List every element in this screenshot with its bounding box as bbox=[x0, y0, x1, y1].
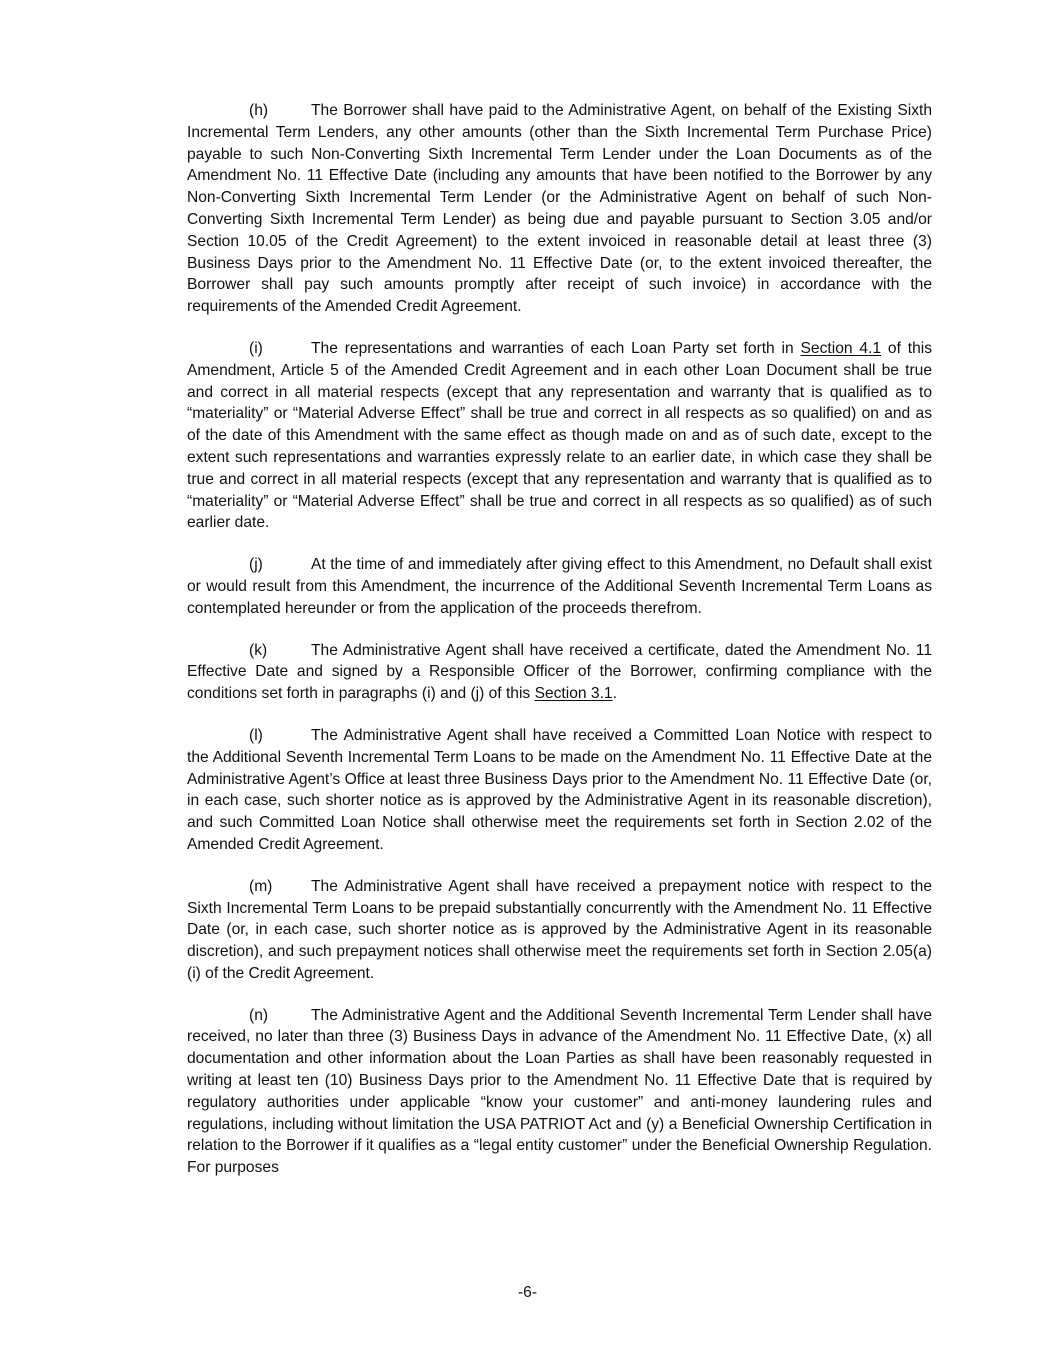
paragraph-text: The Administrative Agent shall have received a certificate, dated the Amendment No. 11 Effective Date and signed by a Responsible Officer of the Borrower, confirming compliance with the conditions set forth in paragraphs (i) and (j) of this bbox=[187, 641, 932, 703]
paragraph-text: The representations and warranties of each Loan Party set forth in bbox=[311, 339, 801, 357]
paragraph bbox=[187, 876, 932, 985]
paragraph-text: The Administrative Agent shall have received a Committed Loan Notice with respect to the Additional Seventh Incremental Term Loans to be made on the Amendment No. 11 Effective Date at the Administrative Agent’s Office at least three Business Days prior to the Amendment No. 11 Effective Date (or, in each case, such shorter notice as is approved by the Administrative Agent in its reasonable discretion), and such Committed Loan Notice shall otherwise meet the requirements set forth in Section 2.02 of the Amended Credit Agreement. bbox=[187, 726, 932, 853]
paragraph-label: (n) bbox=[249, 1006, 269, 1024]
section-reference: Section 3.1 bbox=[534, 685, 613, 703]
paragraph-label: (j) bbox=[249, 556, 263, 574]
paragraph-text: The Administrative Agent shall have received a prepayment notice with respect to the Sixth Incremental Term Loans to be prepaid substantially concurrently with the Amendment No. 11 Effective Date (or, in each case, such shorter notice as is approved by the Administrative Agent in its reasonable discretion), and such prepayment notices shall otherwise meet the requirements set forth in Section 2.05(a)(i) of the Credit Agreement. bbox=[187, 877, 932, 982]
paragraph bbox=[187, 100, 932, 318]
paragraph-text: The Administrative Agent and the Additional Seventh Incremental Term Lender shall have received, no later than three (3) Business Days in advance of the Amendment No. 11 Effective Date, (x) all documentation and other information about the Loan Parties as shall have been reasonably requested in writing at least ten (10) Business Days prior to the Amendment No. 11 Effective Date that is required by regulatory authorities under applicable “know your customer” and anti-money laundering rules and regulations, including without limitation the USA PATRIOT Act and (y) a Beneficial Ownership Certification in relation to the Borrower if it qualifies as a “legal entity customer” under the Beneficial Ownership Regulation. For purposes bbox=[187, 1006, 932, 1177]
paragraph-text: . bbox=[612, 685, 617, 703]
document-body bbox=[187, 100, 932, 1199]
paragraph bbox=[187, 554, 932, 619]
page-number: -6- bbox=[517, 1284, 538, 1301]
paragraph-label: (l) bbox=[249, 726, 263, 744]
paragraph-label: (i) bbox=[249, 339, 263, 357]
paragraph-label: (h) bbox=[249, 102, 269, 119]
paragraph bbox=[187, 640, 932, 705]
paragraph-text: The Borrower shall have paid to the Administrative Agent, on behalf of the Existing Sixth Incremental Term Lenders, any other amounts (other than the Sixth Incremental Term Purchase Price) payable to such Non-Converting Sixth Incremental Term Lender under the Loan Documents as of the Amendment No. 11 Effective Date (including any amounts that have been notified to the Borrower by any Non-Converting Sixth Incremental Term Lender (or the Administrative Agent on behalf of such Non-Converting Sixth Incremental Term Lender) as being due and payable pursuant to Section 3.05 and/or Section 10.05 of the Credit Agreement) to the extent invoiced in reasonable detail at least three (3) Business Days prior to the Amendment No. 11 Effective Date (or, to the extent invoiced thereafter, the Borrower shall pay such amounts promptly after receipt of such invoice) in accordance with the requirements of the Amended Credit Agreement. bbox=[187, 102, 932, 316]
paragraph-label: (m) bbox=[249, 877, 273, 895]
paragraph bbox=[187, 338, 932, 534]
paragraph bbox=[187, 725, 932, 856]
paragraph-text: of this Amendment, Article 5 of the Amended Credit Agreement and in each other Loan Document shall be true and correct in all material respects (except that any representation and warranty that is qualified as to “materiality” or “Material Adverse Effect” shall be true and correct in all respects as so qualified) on and as of the date of this Amendment with the same effect as though made on and as of such date, except to the extent such representations and warranties expressly relate to an earlier date, in which case they shall be true and correct in all material respects (except that any representation and warranty that is qualified as to “materiality” or “Material Adverse Effect” shall be true and correct in all respects as so qualified) as of such earlier date. bbox=[187, 339, 933, 532]
paragraph-label: (k) bbox=[249, 641, 268, 659]
paragraph bbox=[187, 1005, 932, 1179]
section-reference: Section 4.1 bbox=[800, 339, 882, 357]
paragraph-text: At the time of and immediately after giving effect to this Amendment, no Default shall exist or would result from this Amendment, the incurrence of the Additional Seventh Incremental Term Loans as contemplated hereunder or from the application of the proceeds therefrom. bbox=[187, 556, 932, 617]
